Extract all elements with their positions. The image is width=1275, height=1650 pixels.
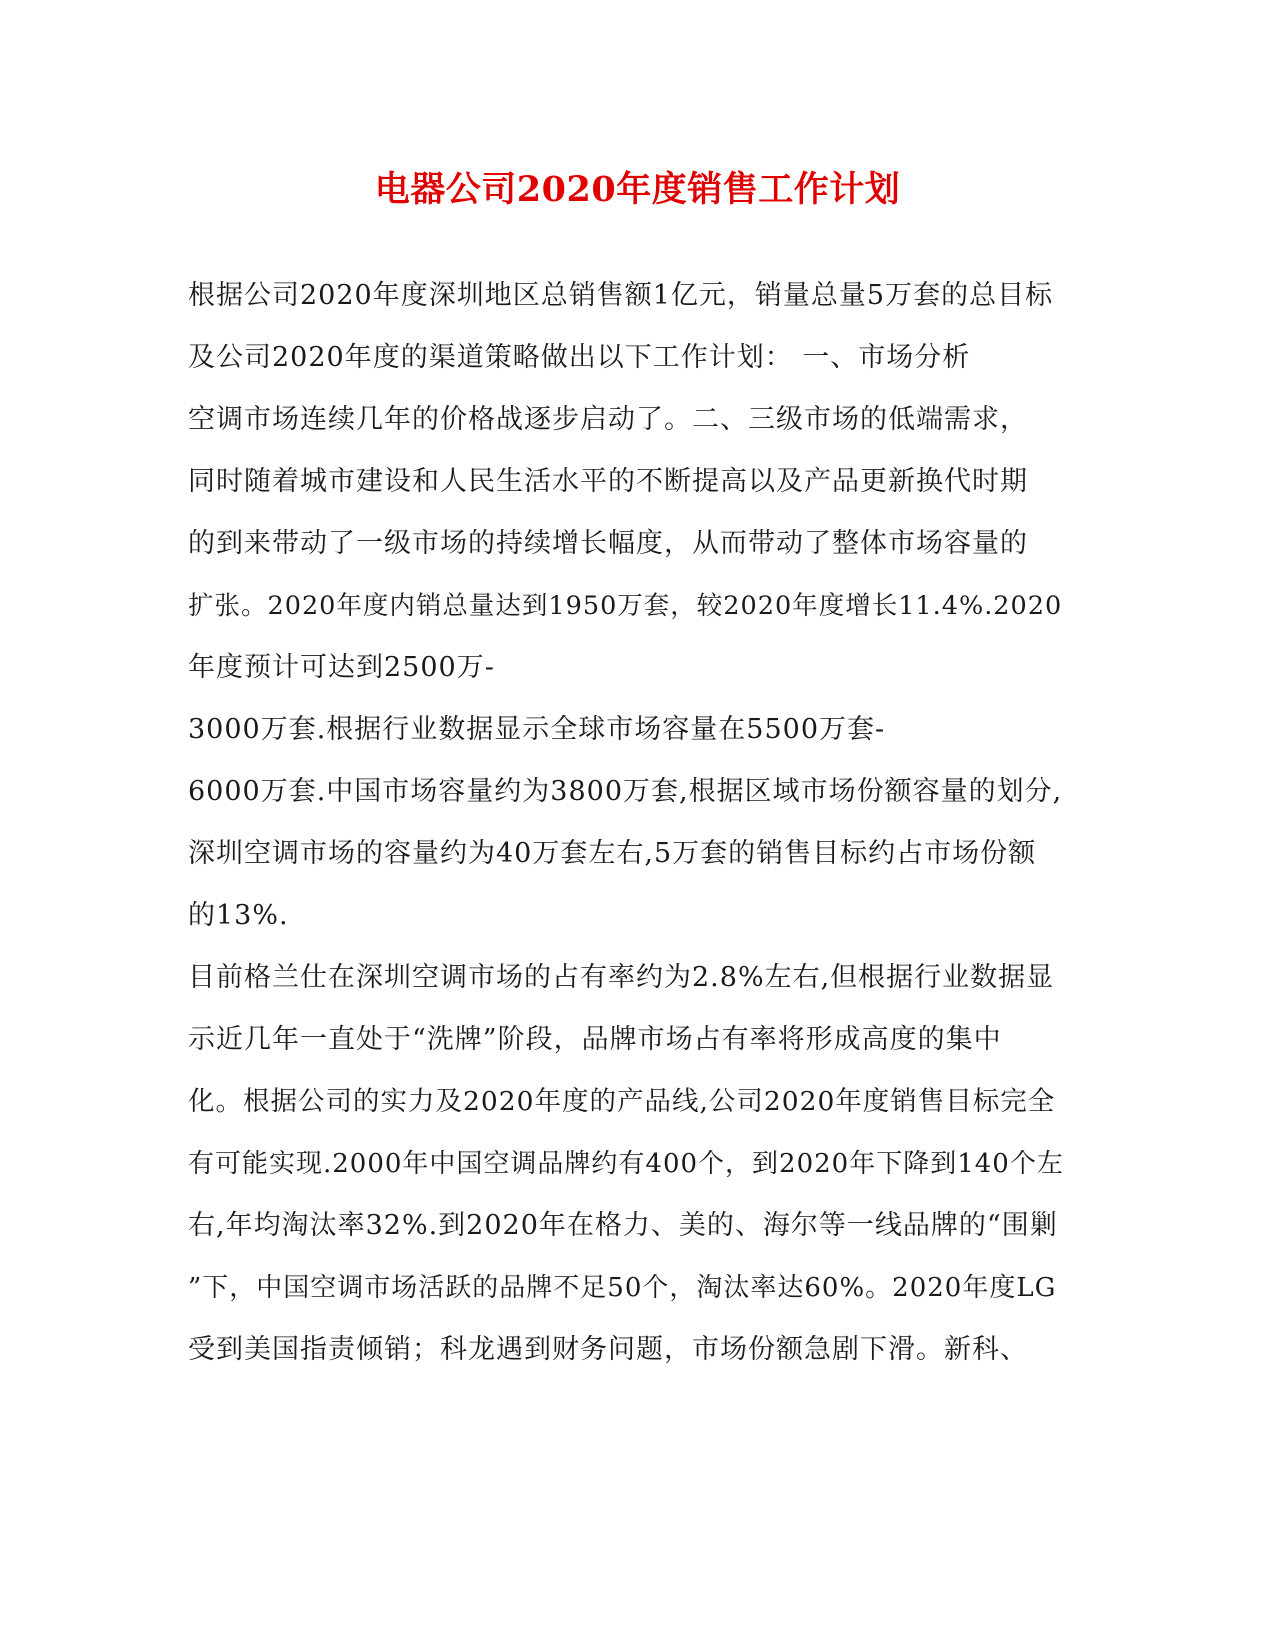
body-line: 右,年均淘汰率32%.到2020年在格力、美的、海尔等一线品牌的“围剿 — [188, 1210, 1058, 1241]
body-line: 深圳空调市场的容量约为40万套左右,5万套的销售目标约占市场份额 — [188, 838, 1037, 869]
body-line: 有可能实现.2000年中国空调品牌约有400个，到2020年下降到140个左 — [188, 1149, 1064, 1179]
body-line: 示近几年一直处于“洗牌”阶段，品牌市场占有率将形成高度的集中 — [188, 1024, 1002, 1055]
body-line: 的到来带动了一级市场的持续增长幅度，从而带动了整体市场容量的 — [188, 528, 1028, 559]
body-line: 的13%. — [188, 900, 289, 931]
document-title: 电器公司2020年度销售工作计划 — [374, 169, 901, 210]
body-line: 年度预计可达到2500万- — [188, 652, 495, 683]
body-line: 同时随着城市建设和人民生活水平的不断提高以及产品更新换代时期 — [188, 466, 1028, 497]
body-line: 目前格兰仕在深圳空调市场的占有率约为2.8%左右,但根据行业数据显 — [188, 962, 1055, 993]
body-line: 扩张。2020年度内销总量达到1950万套，较2020年度增长11.4%.2020 — [188, 591, 1063, 621]
body-line: 受到美国指责倾销；科龙遇到财务问题，市场份额急剧下滑。新科、 — [188, 1334, 1028, 1365]
body-line: 根据公司2020年度深圳地区总销售额1亿元，销量总量5万套的总目标 — [188, 280, 1054, 311]
body-line: ”下，中国空调市场活跃的品牌不足50个，淘汰率达60%。2020年度LG — [188, 1273, 1057, 1303]
body-line: 3000万套.根据行业数据显示全球市场容量在5500万套- — [188, 714, 886, 745]
body-line: 空调市场连续几年的价格战逐步启动了。二、三级市场的低端需求， — [188, 404, 1028, 435]
body-line: 6000万套.中国市场容量约为3800万套,根据区域市场份额容量的划分, — [188, 776, 1063, 807]
body-line: 化。根据公司的实力及2020年度的产品线,公司2020年度销售目标完全 — [188, 1086, 1056, 1117]
body-line: 及公司2020年度的渠道策略做出以下工作计划： 一、市场分析 — [188, 342, 971, 373]
